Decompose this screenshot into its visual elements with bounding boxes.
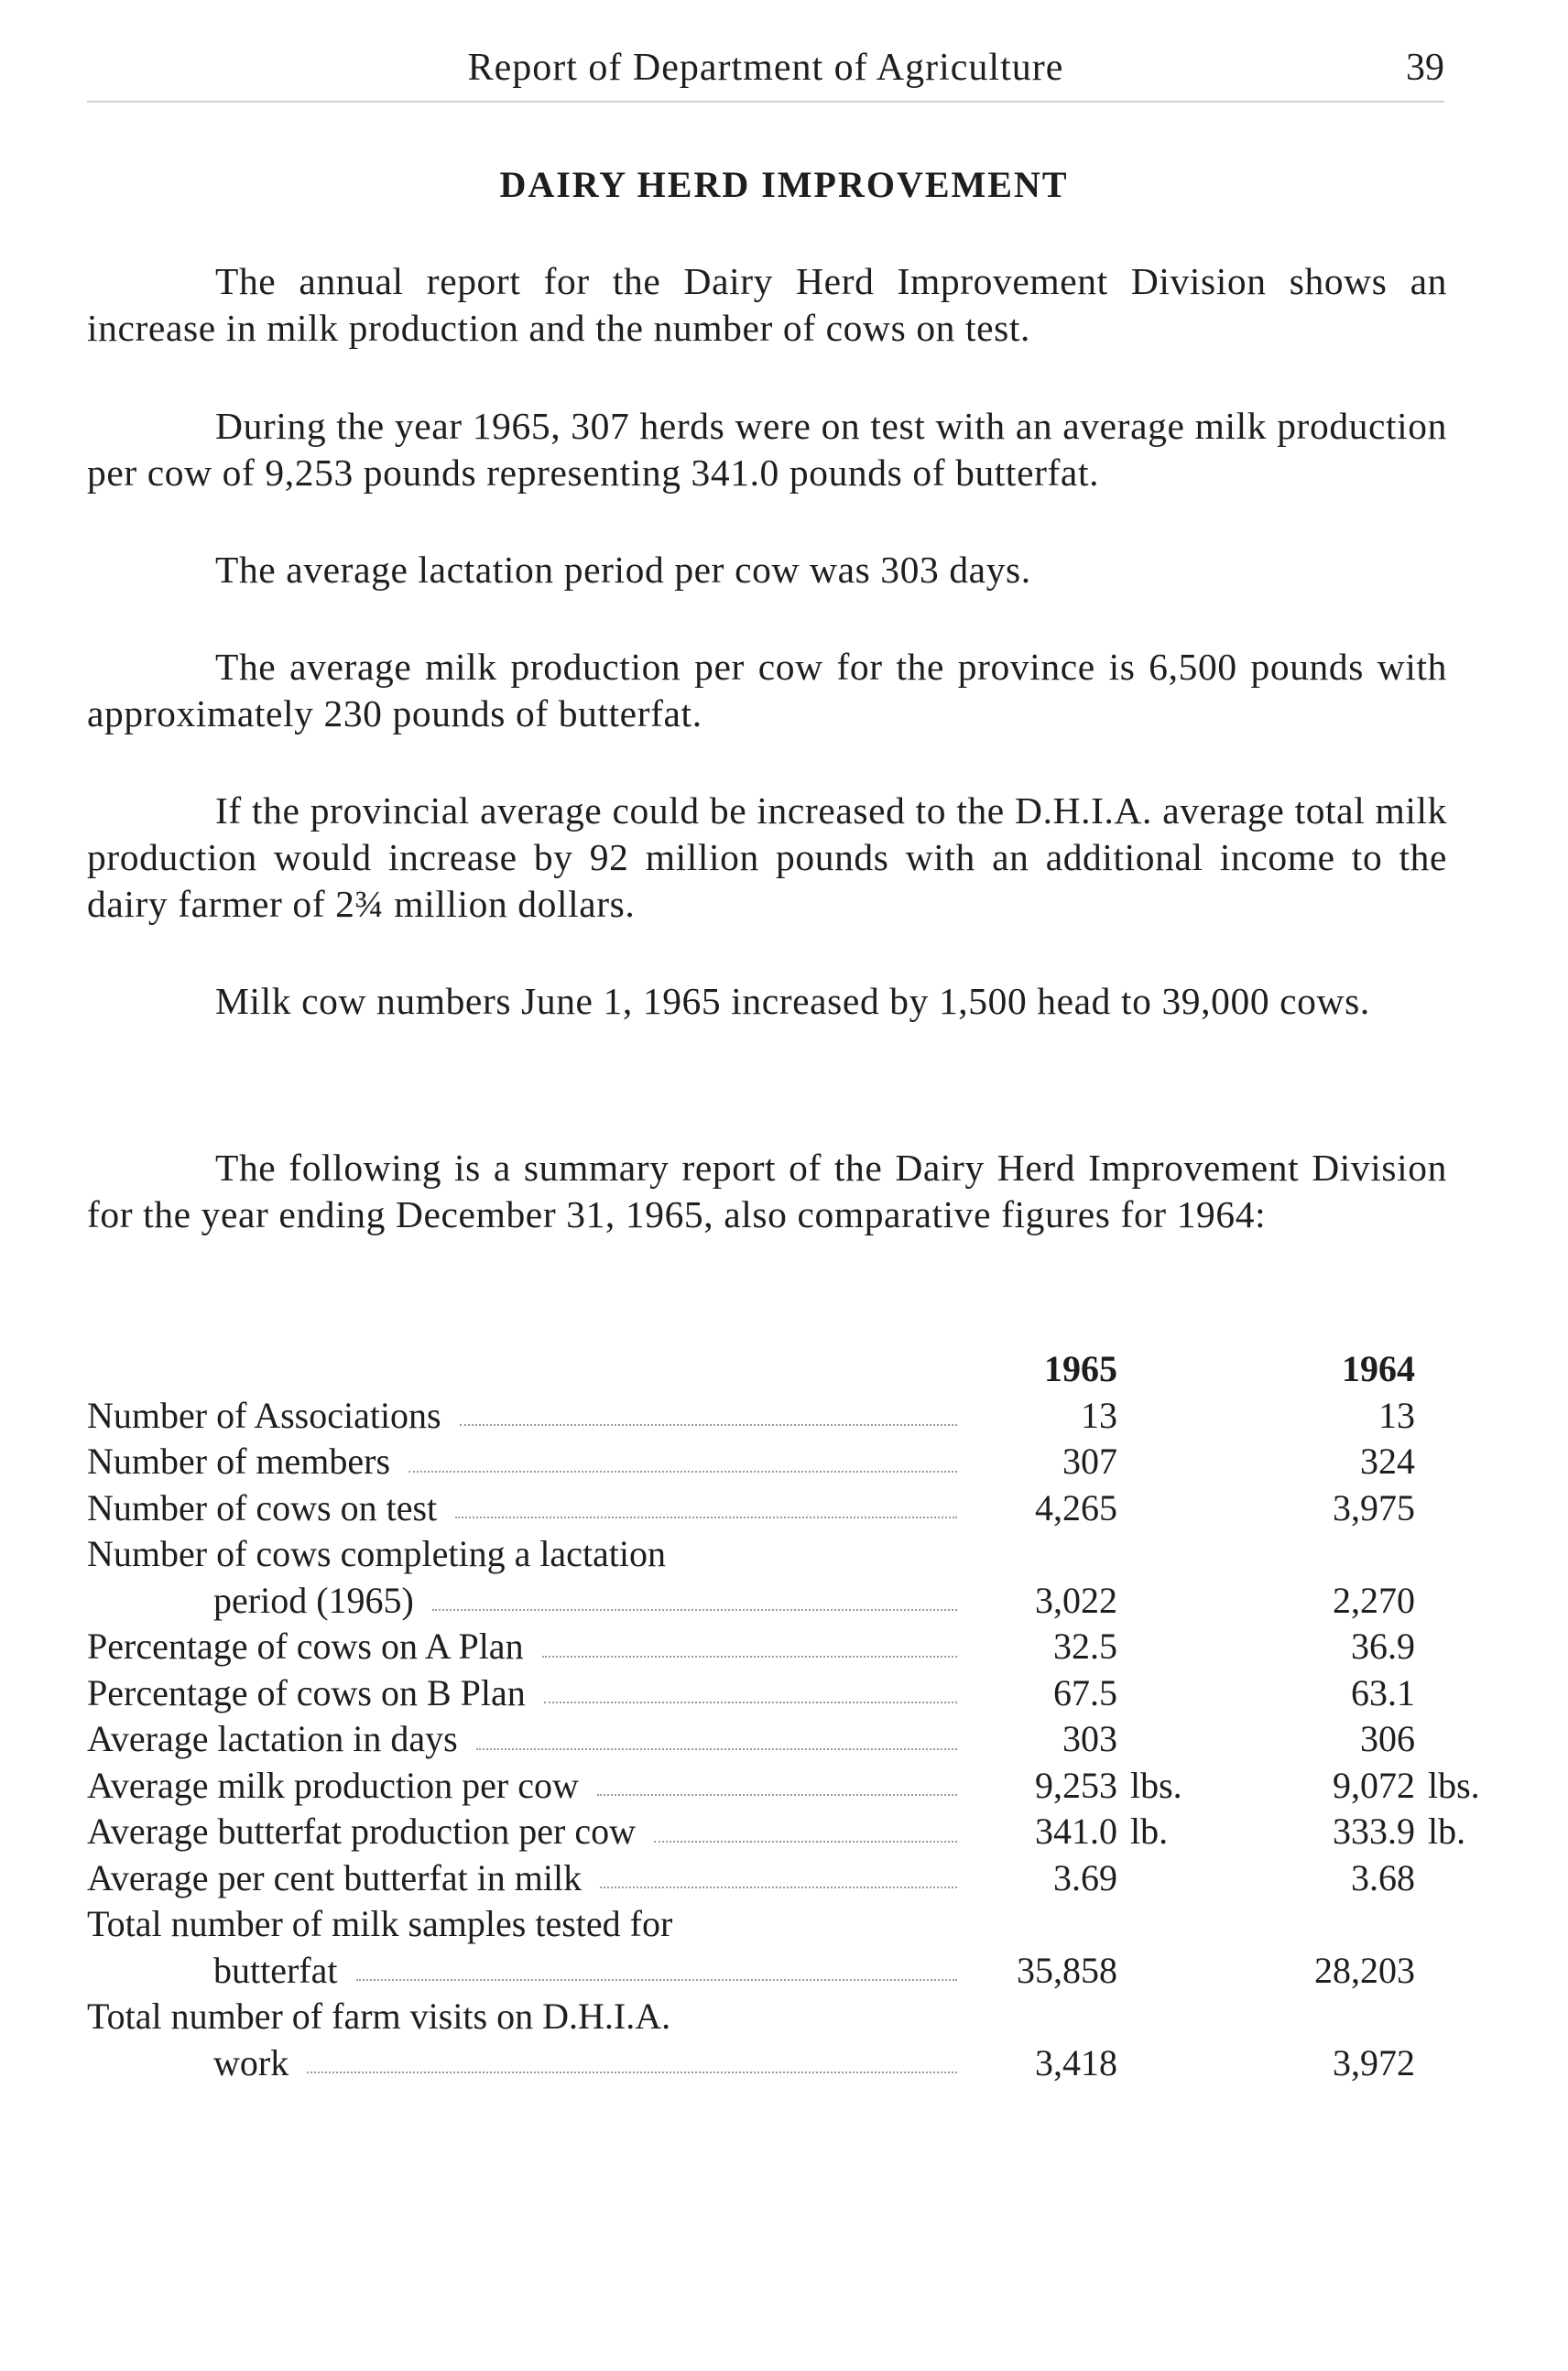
value-number: 3,972 <box>1333 2041 1415 2083</box>
value-1964 <box>1246 1809 1466 1855</box>
table-row <box>87 1393 1516 1440</box>
row-label <box>87 1670 957 1717</box>
dot-leader <box>356 1979 958 1981</box>
row-label <box>87 1763 957 1810</box>
paragraph-provincial-average: The average milk production per cow for the province is 6,500 pounds with approximately 230 pounds of butterfat. <box>87 646 1447 734</box>
table-row <box>87 1809 1516 1855</box>
value-1965 <box>1003 1763 1204 1810</box>
value-1964 <box>1246 2040 1447 2087</box>
dot-leader <box>544 1702 957 1703</box>
table-row <box>87 1716 1516 1763</box>
value-1964 <box>1246 1716 1447 1763</box>
table-row <box>87 1439 1516 1485</box>
row-label-text: Average lactation in days <box>87 1718 467 1759</box>
value-1965 <box>1003 1809 1204 1855</box>
paragraph-lactation-period: The average lactation period per cow was 303 days. <box>215 549 1031 591</box>
table-row <box>87 1485 1516 1532</box>
paragraph-intro: The annual report for the Dairy Herd Improvement Division shows an increase in milk production and the number of cows on test. <box>87 260 1447 349</box>
value-unit: lbs. <box>1130 1764 1182 1806</box>
row-label-text: Number of Associations <box>87 1395 451 1436</box>
dot-leader <box>600 1887 957 1888</box>
value-number: 4,265 <box>1035 1486 1117 1528</box>
value-number: 307 <box>1062 1441 1117 1482</box>
value-1964 <box>1246 1439 1447 1485</box>
row-label <box>87 1855 957 1902</box>
row-label <box>87 1716 957 1763</box>
value-number: 3,418 <box>1035 2041 1117 2083</box>
row-label-line: Number of cows completing a lactation <box>87 1533 667 1574</box>
value-1964 <box>1246 1763 1480 1810</box>
dot-leader <box>408 1471 957 1473</box>
row-label-text: Average per cent butterfat in milk <box>87 1857 591 1898</box>
value-unit: lb. <box>1428 1811 1466 1852</box>
row-label <box>87 1485 957 1532</box>
value-1965 <box>1003 1716 1204 1763</box>
value-number: 3,975 <box>1333 1486 1415 1528</box>
value-number: 36.9 <box>1351 1626 1415 1667</box>
value-1964 <box>1246 1670 1447 1717</box>
value-1965 <box>1003 1670 1204 1717</box>
value-1964 <box>1246 1485 1447 1532</box>
table-row <box>87 1901 1516 1994</box>
running-head-title: Report of Department of Agriculture <box>467 47 1064 89</box>
value-number: 3.68 <box>1351 1856 1415 1898</box>
row-label-text: Average butterfat production per cow <box>87 1811 645 1852</box>
row-label-line: Total number of farm visits on D.H.I.A. <box>87 1996 671 2037</box>
value-number: 67.5 <box>1053 1671 1117 1713</box>
running-head <box>87 46 1444 103</box>
row-label <box>87 1439 957 1485</box>
value-1964 <box>1246 1855 1447 1902</box>
value-number: 13 <box>1378 1394 1415 1436</box>
value-1965 <box>1003 1485 1204 1532</box>
value-number: 2,270 <box>1333 1579 1415 1621</box>
row-label <box>87 1393 957 1440</box>
row-label <box>87 1624 957 1670</box>
dot-leader <box>455 1517 957 1518</box>
value-number: 306 <box>1360 1718 1415 1759</box>
value-1965 <box>1003 1855 1204 1902</box>
table-header-row <box>87 1346 1516 1393</box>
value-number: 28,203 <box>1314 1949 1415 1991</box>
dot-leader <box>432 1609 957 1611</box>
dot-leader <box>542 1656 957 1658</box>
dot-leader <box>654 1841 957 1843</box>
value-number: 333.9 <box>1333 1811 1415 1852</box>
dot-leader <box>460 1424 957 1426</box>
value-number: 303 <box>1062 1718 1117 1759</box>
value-number: 341.0 <box>1035 1811 1117 1852</box>
value-unit: lb. <box>1130 1811 1169 1852</box>
table-body <box>87 1393 1516 2087</box>
table-row <box>87 1531 1516 1624</box>
paragraph-cow-numbers: Milk cow numbers June 1, 1965 increased by 1,500 head to 39,000 cows. <box>215 980 1370 1022</box>
value-number: 3.69 <box>1053 1856 1117 1898</box>
table-row <box>87 1855 1516 1902</box>
dot-leader <box>307 2072 957 2073</box>
dot-leader <box>476 1748 957 1750</box>
value-1964 <box>1246 1393 1447 1440</box>
row-label-line: Total number of milk samples tested for <box>87 1903 673 1944</box>
row-label <box>87 1809 957 1855</box>
value-number: 35,858 <box>1017 1949 1117 1991</box>
value-number: 9,072 <box>1333 1764 1415 1806</box>
value-1965 <box>1003 1578 1204 1625</box>
value-1964 <box>1246 1948 1447 1995</box>
value-1964 <box>1246 1624 1447 1670</box>
value-number: 324 <box>1360 1441 1415 1482</box>
summary-table <box>87 1346 1516 2086</box>
column-header-1965: 1965 <box>1044 1348 1117 1389</box>
table-row <box>87 1994 1516 2086</box>
row-label <box>87 1901 957 1994</box>
dot-leader <box>597 1794 957 1796</box>
value-number: 63.1 <box>1351 1671 1415 1713</box>
row-label-continuation: period (1965) <box>213 1580 423 1621</box>
paragraph-projected-increase: If the provincial average could be increased to the D.H.I.A. average total milk production would increase by 92 million pounds with an additional income to the dairy farmer of 2¾ million dollars. <box>87 789 1447 925</box>
row-label-text: Percentage of cows on A Plan <box>87 1626 533 1667</box>
value-1965 <box>1003 1948 1204 1995</box>
section-heading: DAIRY HERD IMPROVEMENT <box>499 164 1069 205</box>
page-number: 39 <box>1406 47 1444 89</box>
paragraph-herds-on-test: During the year 1965, 307 herds were on test with an average milk production per cow of 9,253 pounds representing 341.0 pounds of butterfat. <box>87 405 1447 494</box>
table-row <box>87 1624 1516 1670</box>
row-label <box>87 1994 957 2086</box>
row-label-text: Average milk production per cow <box>87 1765 588 1806</box>
row-label-text: Number of members <box>87 1441 399 1482</box>
value-number: 3,022 <box>1035 1579 1117 1621</box>
value-number: 13 <box>1081 1394 1117 1436</box>
value-1965 <box>1003 1624 1204 1670</box>
value-1964 <box>1246 1578 1447 1625</box>
table-row <box>87 1670 1516 1717</box>
table-row <box>87 1763 1516 1810</box>
column-header-1964: 1964 <box>1342 1348 1415 1389</box>
value-1965 <box>1003 2040 1204 2087</box>
value-number: 9,253 <box>1035 1764 1117 1806</box>
value-unit: lbs. <box>1428 1764 1480 1806</box>
paragraph-summary-intro: The following is a summary report of the Dairy Herd Improvement Division for the year ending December 31, 1965, also comparative figures for 1964: <box>87 1147 1447 1235</box>
row-label-continuation: work <box>213 2042 298 2083</box>
value-1965 <box>1003 1439 1204 1485</box>
row-label <box>87 1531 957 1624</box>
row-label-continuation: butterfat <box>213 1950 347 1991</box>
value-1965 <box>1003 1393 1204 1440</box>
row-label-text: Number of cows on test <box>87 1487 446 1528</box>
row-label-text: Percentage of cows on B Plan <box>87 1672 535 1713</box>
value-number: 32.5 <box>1053 1626 1117 1667</box>
